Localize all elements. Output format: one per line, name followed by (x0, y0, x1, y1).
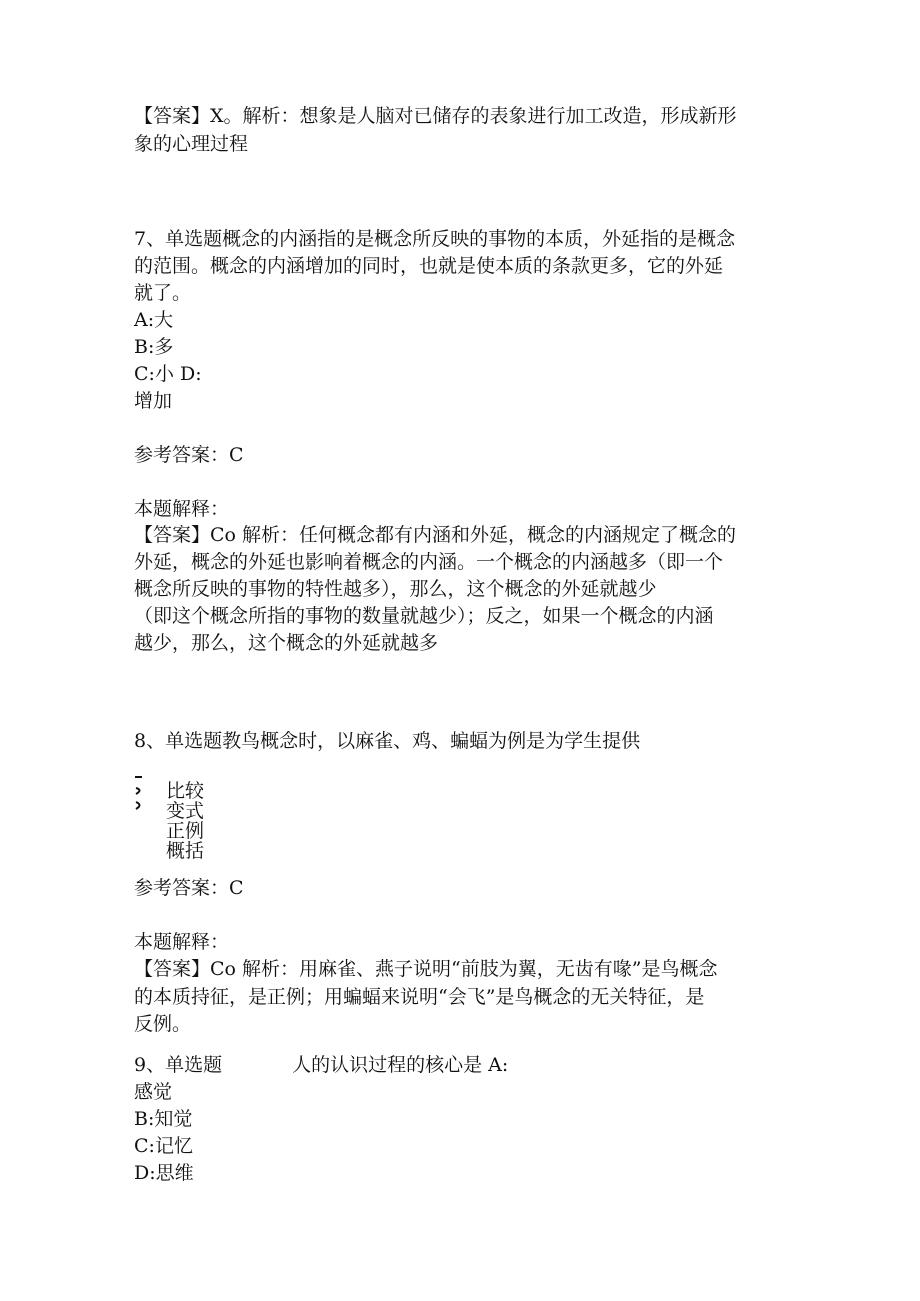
q7-stem-line-3: 就了。 (134, 282, 192, 304)
q9-stem-line (134, 1052, 508, 1078)
q8-reference-answer: 参考答案：C (134, 877, 244, 899)
q6-answer-line-2: 象的心理过程 (134, 133, 249, 155)
q7-explanation-line-5: 越少，那么，这个概念的外延就越多 (134, 632, 439, 654)
q7-option-b: B:多 (134, 336, 174, 358)
q7-explanation-line-3: 概念所反映的事物的特性越多），那么，这个概念的外延就越少 (134, 578, 657, 600)
q9-label: 9、单选题 (134, 1054, 223, 1076)
q8-explanation-line-2: 的本质持征，是正例；用蝙蝠来说明“会飞”是鸟概念的无关特征，是 (134, 986, 705, 1008)
q7-stem-line-1: 7、单选题概念的内涵指的是概念所反映的事物的本质，外延指的是概念 (134, 228, 736, 250)
q8-option-c: 正例 (166, 820, 205, 842)
q8-option-b: 变式 (166, 800, 205, 822)
q6-answer-line-1: 【答案】X。解析：想象是人脑对已储存的表象进行加工改造，形成新形 (134, 105, 737, 127)
q9-option-b: B:知觉 (134, 1108, 193, 1130)
q7-explanation-title: 本题解释： (134, 498, 230, 520)
option-markers-icon (134, 774, 144, 814)
q7-option-a: A:大 (134, 309, 174, 331)
q8-option-a: 比较 (166, 780, 205, 802)
q8-explanation-line-3: 反例。 (134, 1013, 192, 1035)
q7-option-d-text: 增加 (134, 390, 173, 412)
q7-stem-line-2: 的范围。概念的内涵增加的同时，也就是使本质的条款更多，它的外延 (134, 255, 724, 277)
q7-explanation-line-2: 外延，概念的外延也影响着概念的内涵。一个概念的内涵越多（即一个 (134, 551, 724, 573)
q9-stem: 人的认识过程的核心是 A: (292, 1054, 509, 1076)
q7-explanation-line-4: （即这个概念所指的事物的数量就越少）；反之，如果一个概念的内涵 (134, 605, 714, 627)
q8-stem: 8、单选题教鸟概念时，以麻雀、鸡、蝙蝠为例是为学生提供 (134, 730, 641, 752)
q7-explanation-line-1: 【答案】Co 解析：任何概念都有内涵和外延，概念的内涵规定了概念的 (134, 524, 737, 546)
q8-explanation-title: 本题解释： (134, 931, 230, 953)
q8-option-d: 概括 (166, 840, 205, 862)
q9-option-c: C:记忆 (134, 1135, 193, 1157)
q7-option-cd: C:小 D: (134, 363, 202, 385)
q8-explanation-line-1: 【答案】Co 解析：用麻雀、燕子说明“前肢为翼，无齿有喙”是鸟概念 (134, 958, 718, 980)
q9-option-d: D:思维 (134, 1162, 194, 1184)
q7-reference-answer: 参考答案：C (134, 444, 244, 466)
q9-option-a-text: 感觉 (134, 1081, 173, 1103)
